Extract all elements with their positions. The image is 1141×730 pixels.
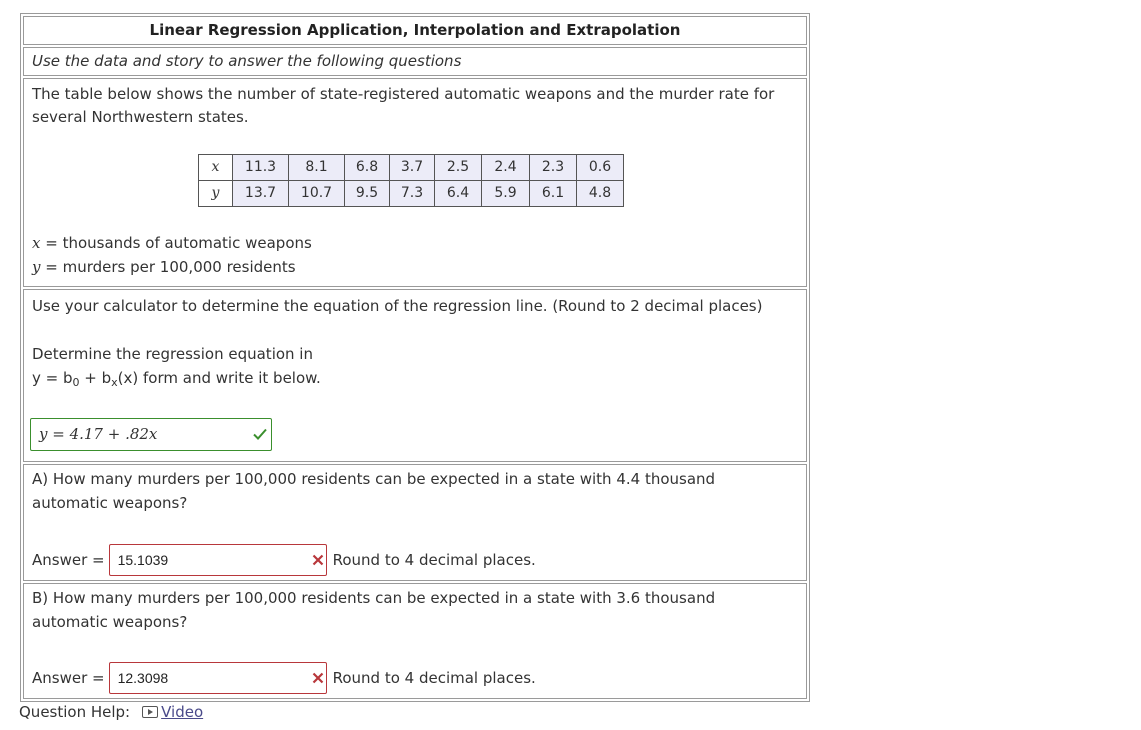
answer-label: Answer = (32, 550, 105, 569)
table-cell: 9.5 (345, 181, 390, 207)
table-header-y: y (199, 181, 233, 207)
question-a-text: A) How many murders per 100,000 residents can be expected in a state with 4.4 thousand automatic weapons? (32, 470, 716, 512)
question-frame (20, 13, 810, 702)
x-definition-text: = thousands of automatic weapons (40, 234, 312, 252)
table-cell: 4.8 (577, 181, 624, 207)
table-cell: 3.7 (390, 155, 435, 181)
intro-text: The table below shows the number of state-registered automatic weapons and the murder rate for several Northwestern states. (32, 85, 775, 126)
page-title (23, 16, 807, 45)
form-sub-x: x (111, 376, 118, 389)
question-b-text: B) How many murders per 100,000 residents can be expected in a state with 3.6 thousand automatic weapons? (32, 589, 716, 631)
table-cell: 7.3 (390, 181, 435, 207)
question-b-answer-input[interactable] (109, 662, 327, 694)
question-a-answer-value: 15.1039 (117, 552, 169, 568)
x-variable: x (32, 234, 41, 252)
round-note: Round to 4 decimal places. (332, 668, 536, 687)
form-prefix: y = b (32, 369, 73, 387)
table-cell: 11.3 (233, 155, 289, 181)
y-variable: y (32, 258, 41, 276)
table-cell: 6.8 (345, 155, 390, 181)
form-sub-0: 0 (72, 376, 80, 389)
intro-section (23, 78, 807, 287)
subtitle-text: Use the data and story to answer the following questions (32, 52, 462, 70)
table-cell: 5.9 (482, 181, 530, 207)
table-cell: 6.4 (435, 181, 482, 207)
table-row-y (199, 181, 624, 207)
table-cell: 0.6 (577, 155, 624, 181)
table-cell: 6.1 (530, 181, 577, 207)
question-b-section (23, 583, 807, 699)
form-suffix: (x) form and write it below. (117, 369, 321, 387)
video-icon (142, 706, 158, 718)
question-a-section (23, 464, 807, 581)
check-icon (253, 427, 267, 441)
table-cell: 8.1 (289, 155, 345, 181)
table-cell: 2.5 (435, 155, 482, 181)
question-help (19, 703, 203, 721)
table-header-x: x (199, 155, 233, 181)
video-help-link[interactable] (142, 703, 203, 721)
x-definition (32, 231, 312, 255)
question-help-label: Question Help: (19, 703, 131, 721)
round-note: Round to 4 decimal places. (332, 550, 536, 569)
subtitle (23, 47, 807, 76)
question-a-answer-row (32, 544, 536, 576)
regression-section (23, 289, 807, 462)
regression-equation-value: y = 4.17 + .82x (39, 425, 158, 443)
variable-definitions (32, 231, 312, 279)
y-definition (32, 255, 312, 279)
table-cell: 2.4 (482, 155, 530, 181)
table-cell: 2.3 (530, 155, 577, 181)
incorrect-x-icon (312, 672, 324, 684)
regression-prompt-line1: Determine the regression equation in (32, 345, 313, 363)
table-cell: 10.7 (289, 181, 345, 207)
regression-form-prompt (32, 342, 321, 395)
question-b-answer-row (32, 662, 536, 694)
y-definition-text: = murders per 100,000 residents (40, 258, 296, 276)
answer-label: Answer = (32, 668, 105, 687)
form-mid: + b (79, 369, 112, 387)
question-b-answer-value: 12.3098 (117, 670, 169, 686)
page-title-text: Linear Regression Application, Interpolation and Extrapolation (149, 21, 681, 39)
data-table (198, 154, 624, 207)
incorrect-x-icon (312, 554, 324, 566)
table-cell: 13.7 (233, 181, 289, 207)
video-link-label: Video (161, 703, 204, 721)
regression-prompt-line2 (32, 366, 321, 395)
table-row-x (199, 155, 624, 181)
regression-equation-input[interactable] (30, 418, 272, 451)
regression-instruction: Use your calculator to determine the equation of the regression line. (Round to 2 decimal places) (32, 297, 763, 315)
question-a-answer-input[interactable] (109, 544, 327, 576)
